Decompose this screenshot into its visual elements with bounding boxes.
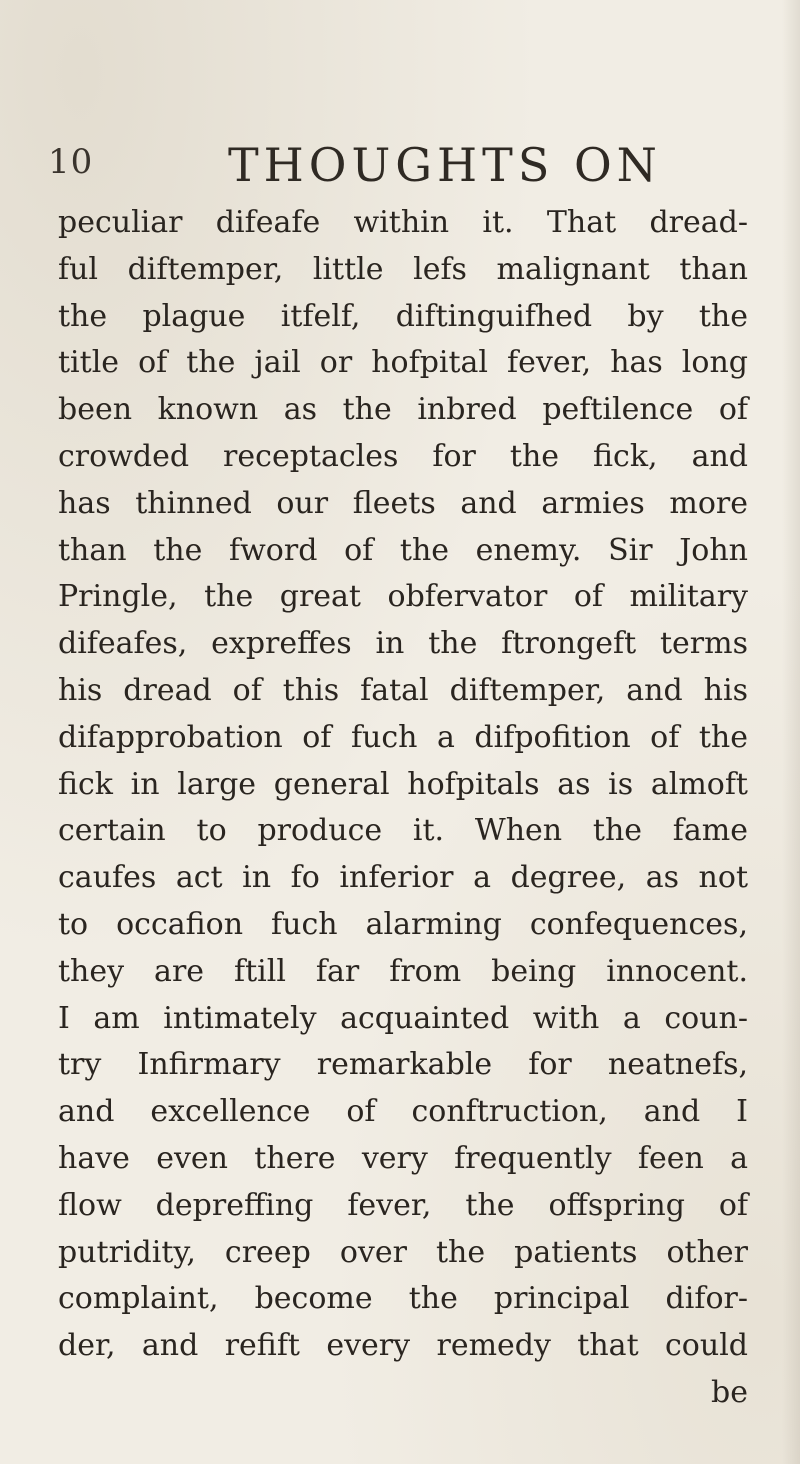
- text-line: caufes act in fo inferior a degree, as not: [58, 860, 748, 896]
- page-number: 10: [48, 142, 94, 182]
- text-line: der, and refift every remedy that could: [58, 1328, 748, 1364]
- text-line: the plague itfelf, diftinguifhed by the: [58, 298, 748, 334]
- text-line: certain to produce it. When the fame: [58, 813, 748, 849]
- running-title: THOUGHTS ON: [228, 138, 662, 192]
- text-line: peculiar difeafe within it. That dread-: [58, 205, 748, 240]
- text-line: crowded receptacles for the fick, and: [58, 438, 748, 474]
- text-line: Pringle, the great obfervator of military: [58, 579, 748, 615]
- text-line: putridity, creep over the patients other: [58, 1234, 748, 1270]
- text-line: title of the jail or hofpital fever, has long: [58, 345, 748, 381]
- text-line: difeafes, expreffes in the ftrongeft terms: [58, 626, 748, 662]
- text-line: they are ftill far from being innocent.: [58, 953, 748, 989]
- text-line: difapprobation of fuch a difpofition of the: [58, 719, 748, 755]
- text-line: I am intimately acquainted with a coun-: [58, 1000, 748, 1036]
- text-line: complaint, become the principal difor-: [58, 1281, 748, 1317]
- text-line: than the fword of the enemy. Sir John: [58, 532, 748, 568]
- text-line: have even there very frequently feen a: [58, 1140, 748, 1176]
- text-line: flow depreffing fever, the offspring of: [58, 1187, 748, 1223]
- running-head: [48, 138, 768, 198]
- text-line: has thinned our fleets and armies more: [58, 485, 748, 521]
- text-line: try Infirmary remarkable for neatnefs,: [58, 1047, 748, 1083]
- text-line: been known as the inbred peftilence of: [58, 392, 748, 428]
- text-line: ful diftemper, little lefs malignant than: [58, 251, 748, 287]
- text-line: his dread of this fatal diftemper, and his: [58, 672, 748, 708]
- text-line: to occafion fuch alarming confequences,: [58, 906, 748, 942]
- page-edge-shadow: [782, 0, 800, 1464]
- text-line: fick in large general hofpitals as is almoft: [58, 766, 748, 802]
- catchword: be: [711, 1374, 748, 1410]
- body-text: [58, 200, 748, 1417]
- text-line: and excellence of conftruction, and I: [58, 1094, 748, 1130]
